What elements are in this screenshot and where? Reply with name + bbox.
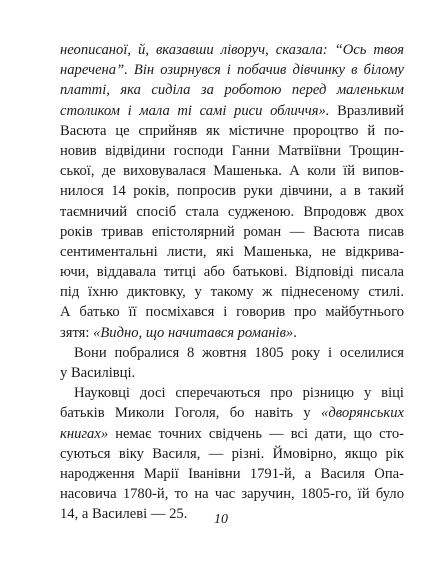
text-line [60, 444, 404, 464]
italic-text: столиком і мала ті самі риси обличчя». [60, 102, 330, 119]
text-line [60, 363, 404, 383]
text-line [60, 181, 404, 201]
text-run: Вони побралися 8 жовтня 1805 року і оселилися [74, 344, 404, 361]
text-run: під їхню диктовку, у такому ж піднесеному стилі. [60, 284, 404, 301]
text-line [60, 323, 404, 343]
page-number: 10 [214, 512, 228, 527]
text-run: ської, де виховувалася Машенька. А коли їй випов- [60, 163, 404, 180]
text-run: 14, а Василеві — 25. [60, 506, 188, 523]
italic-text: наречена”. Він озирнувся і побачив дівчинку в білому [60, 62, 404, 79]
text-run: А батько її посміхався і говорив про майбутнього [60, 304, 404, 321]
italic-text: неописаної, й, вказавши ліворуч, сказала: “Ось твоя [60, 42, 404, 58]
text-run: батьків Миколи Гоголя, бо навіть у [60, 405, 322, 422]
text-run: нилося 14 років, попросив руки дівчини, а в такий [60, 183, 404, 200]
text-run: таємничий спосіб стала судженою. Впродовж двох [60, 203, 404, 220]
text-run: у Василівці. [60, 365, 136, 381]
text-line [60, 242, 404, 262]
text-line [60, 302, 404, 322]
text-run: зятя: [60, 324, 94, 341]
text-line [60, 222, 404, 242]
body-text [60, 40, 404, 525]
text-line [60, 80, 404, 100]
text-run: сентиментальні листи, які Машенька, не відкрива- [60, 243, 404, 260]
text-run: новив відвідини господи Ганни Матвіївни Трощин- [60, 142, 404, 159]
text-run: Вразливий [329, 102, 404, 119]
text-run: немає точних свідчень — всі дати, що сто- [108, 425, 404, 442]
text-run: Васюта це сприйняв як містичне пророцтво й по- [60, 122, 404, 139]
text-line [60, 40, 404, 60]
italic-text: платті, яка сиділа за роботою перед маленьким [60, 82, 404, 99]
text-line [60, 282, 404, 302]
text-run: народження Марії Іванівни 1791-й, а Василя Опа- [60, 465, 404, 482]
text-line [60, 383, 404, 403]
text-run: років тривав епістолярний роман — Васюта писав [60, 223, 404, 240]
text-line [60, 101, 404, 121]
text-line [60, 484, 404, 504]
text-run: Науковці досі сперечаються про різницю у віці [74, 385, 404, 402]
text-line [60, 262, 404, 282]
text-line [60, 464, 404, 484]
text-line [60, 141, 404, 161]
text-line [60, 60, 404, 80]
text-line [60, 343, 404, 363]
italic-text: «Видно, що начитався романів» [93, 324, 294, 341]
text-run: . [293, 324, 297, 341]
italic-text: книгах» [60, 425, 109, 442]
text-line [60, 121, 404, 141]
text-line [60, 424, 404, 444]
text-line [60, 161, 404, 181]
text-line [60, 403, 404, 423]
text-line [60, 202, 404, 222]
text-run: суються віку Василя, — різні. Ймовірно, якщо рік [60, 445, 404, 462]
text-run: ючи, віддавала титці або батькові. Відповіді писала [60, 264, 404, 281]
text-run: насовича 1780-й, то на час заручин, 1805-го, їй було [60, 486, 404, 503]
italic-text: «дворянських [321, 405, 404, 422]
